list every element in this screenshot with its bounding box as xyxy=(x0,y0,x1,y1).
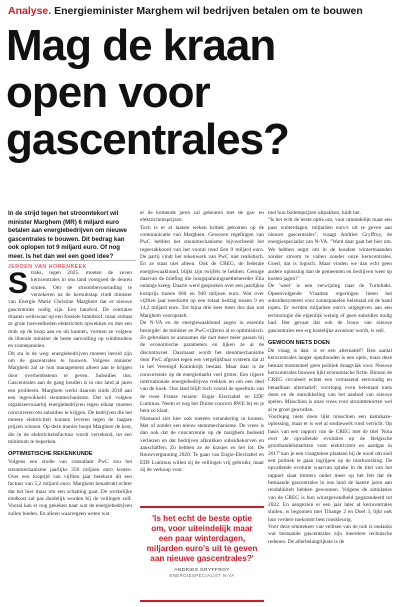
col3-paragraph-1: met hun bodemprijzen uitpakken, luidt het. xyxy=(268,210,361,216)
subhead-gewoon-niets-doen: GEWOON NIETS DOEN xyxy=(268,339,330,346)
article-byline: JEROEN VAN HORENBEEK xyxy=(8,260,136,270)
col1-paragraph-3: Volgens een studie van consultant PwC zou het steunmechanisme jaarlijks 350 miljoen euro kosten. Over een looptijd van vijftien jaar betekent dit een factuur van 5,2 miljard euro. Marghem benadrukt echter dat het hier maar om een schatting gaat. De werkelijke eindkost zal pas duidelijk worden bij de veilingen zelf. Vooral kan er nog gekeken naar wat de energiebedrijven zullen bieden. En alleen waarregeen weten wat xyxy=(8,459,132,517)
col1-paragraph-2: Dit sta in de weg: energiebedrijven moeten bereid zijn om de gascentrales te bouwen. Volgens minister Marghem zal ze hun management alleen aan te krijgen door overheidssteun te geven. Subsidies dus. Gascentrales aan de gang houden is in ons land al jaren een probleem. Marghem werkt daarom sinds 2018 aan een ingewikkeld steunmechanisme. Dat wil volgens organiseerwaarbij energiebedrijven tegen elkaar moeten concurreren om subsidies te krijgen. De bedrijven die het meeste elektriciteit kunnen leveren tegen de laagste prijzen winnen. Op deze manier hoopt Marghem de kost, die in de elektriciteitsfactuur wordt verrekend, tot een minimum te beperken. xyxy=(8,350,132,445)
kicker-text: Energieminister Marghem wil bedrijven betalen om te bouwen xyxy=(51,5,363,17)
col3-paragraph-3: De 'weer' is een verwijzing naar de Turteltaks. Opeenvolgende Vlaamse regeringen lieten het subsidiesysteem voor zonnepanelen helemaal uit de hand lopen. Er werden miljarden euro's uitgegeven aan een technologie die eigenlijk weinig of geen subsidies nodig had. Het gevaar dat ook de bouw van nieuwe gascentrales een erg kostelijke avontuur wordt, is reël. xyxy=(268,283,392,334)
col3-paragraph-5: Voorlopig niets doen lijkt misschien een kamikaze-oplossing, maar er is wel al studiewerk rond verricht. Op basis van een rapport van de CREG met de titel 'Nota over de opvallende evoluties op de Belgische groothandelsmarkten voor elektriciteit en aardgas in 2017' kan je een vraagteken plaatsen bij de nood om snel een politiek te gaan ingrijpen op de markwerking. De opvallende evolutie waarvan sprake in de titel van het rapport slaat immers onder meer op het feit dat de bestaande gascentrales in ons land de laatste jaren aan rendabiliteit hebben gewonnen. Volgens de simulaties van de CREG is hun winstgevendheid gegarandeerd tot 2022. En aangezien er een jaar later al kerncentrales sluiten, is begonnen met Tihange 2 en Doel 3, lijkt ook hun verdere toekomst best rooskleurig. xyxy=(268,413,392,523)
drop-cap: S xyxy=(8,267,29,300)
headline-line-2: open voor xyxy=(6,68,210,117)
headline-line-3: gascentrales? xyxy=(6,115,289,164)
col2-paragraph-4: Niemand ziet hier ook meteen verandering in komen. Met of zonder een nieuw steunmechanisme. De vrees is dan ook dat de concurrentie op de marghem bedoeld verliezen en dat bedrijven afknikken subsidiekorven en aanschaffen. Zo hebben ze de krasjes en het lot. De Bouwvergunning 2020. Te gaan van Engie-Electrabel en EDF Luminus willen zij de veilingen vrij gebruikt, maar zij de verkoop voor xyxy=(140,415,264,474)
pull-quote-name: ANDRIES GRYFFROY xyxy=(174,568,230,573)
col3-paragraph-2: "Is het echt de beste optie om, voor uiteindelijk maar een paar winterdagen, miljarden euro's uit te geven aan nieuwe gascentrales", vraagt Andries Gryffroy, de energiespecialist van N-VA. "Want daar gaat het hier om. We hebben angst om in de koudste wintermaanden zonder stroom te vallen zonder onze kerncentrales. Goed, dat is logisch. Maar vinden we dan echt geen andere oplossing dan de gemeenten en bedrijven weer op kosten jagen?" xyxy=(268,217,392,283)
col1-paragraph-1: traks, tegen 2025, moeten de zeven kerncentrales in ons land voorgoed de deuren sluiten. Om de stroombevoorrading te verzekeren na de kernuitstap vindt minister van Energie Marie Christine Marghem dat er nieuwe gascentrales nodig zijn. Een handvol. De centrales draaien weliswaar op een fossiele brandstof, maar ontlaat ze grote hoeveelheden elektriciteit opwekken en met een druk op de knop aan en uit kunnen, vormen ze volgens de liberale minister de beste aanvulling op windmolens en zonnepanelen. xyxy=(8,270,132,350)
subhead-optimistische: OPTIMISTISCHE REKENKUNDE xyxy=(8,451,93,458)
pull-quote-role: ENERGIESPECIALIST N-VA xyxy=(169,573,235,578)
col3-paragraph-6: Voor deze ommekeer van veiltsee van de ook is ondanks wat bestaande gascentrales zijn meerdere technische redenen. De allerbelangrijkste is de xyxy=(268,524,392,545)
article-headline xyxy=(6,22,396,163)
headline-line-1: Mag de kraan xyxy=(6,21,276,70)
article-kicker xyxy=(8,5,394,18)
kicker-tag: Analyse. xyxy=(8,5,52,17)
pull-quote xyxy=(140,506,264,602)
col2-paragraph-1: er de komende jaren zal gebeuren met de gas- en elektriciteitsprijzen. xyxy=(140,210,264,224)
article-lead: In de strijd tegen het stroomtekort wil minister Marghem (MR) 6 miljard euro betalen aan energiebedrijven om nieuwe gascentrales te bouwen. Dit bedrag kan ook oplopen tot 9 miljard euro. Of nog meer. Is het dan wel een goed idee? xyxy=(8,210,127,260)
col2-paragraph-3: De N-VA en de energiewaakhond zegen in essentie bezorgde: de minister en PwC-cijferen al te optimistisch. Zo gebruiken ze aannames die niet meer meer passen bij de economische parameters en lijken ze al de discontovoet. Daarnaast wordt het steunmechanisme door PwC afgezet tegen een vergelijkbaar systeem dat al in het Verenigd Koninkrijk bestaat. Maar daar is de concurrentie op de energiemarkt veel groter. Een rijpere internationale energiebedrijven trekken en om een deel van de koek. Ons land blijft toch vooral de speeltuin van de twee Franse reuzen: Engie Electrabel en EDF Luminus. Neem er nog het Duitse concern RWE bij en je bent zo klaar. xyxy=(140,320,264,415)
col2-paragraph-2: Toch is er al laatste weken kritiek gekomen op de communicatie van Marghem. Gewezen regelingen van PwC hebben het steunmechanisme bijvoorbeeld het regeerakkoord van het vooral rond Een 9 miljard euro. De partij vindt het rekenwerk van PwC niet realistisch. En ze staat niet alleen. Ook de CREG, de federale energiewaakhond, blijkt zijn twijfels te hebben. Getuige daarvan de briefing die hoogspanningsnetbeheerder Elia onlangs kreeg. Daarin werd gesproken over een jaarlijkse kostprijs tussen 600 en 940 miljoen euro. Wat over vijftien jaar neerkomt op een totaal bedrag tussen 9 en 14,2 miljard euro. Tot bijna drie keer meer dus dan wat Marghem vooropstelt. xyxy=(140,224,264,319)
column-2 xyxy=(140,210,264,474)
col3-paragraph-4: De vraag is dan: is er een alternatief? Ben aantal kerncentrales langer openhouden is een optie, maar deze bestaat momenteel geen politiek draagvlak voor. Nieuwe kerncentrales bouwen lijkt economische fictie. Binnen de CREG circuleert echter een verrassend eenvoudig en betaalbaar alternatief: voorlopig even helemaal niets doen en de ontwikkeling van het aanbod van nieuwe spelen. Misschien is onze vrees voor stroomtekorten wel al te groot geworden. xyxy=(268,347,392,413)
pull-quote-text: 'Is het echt de beste optie om, voor uiteindelijk maar een paar winterdagen, miljarden euro's uit te geven aan nieuwe gascentrales?' xyxy=(146,514,258,563)
column-3 xyxy=(268,210,392,546)
